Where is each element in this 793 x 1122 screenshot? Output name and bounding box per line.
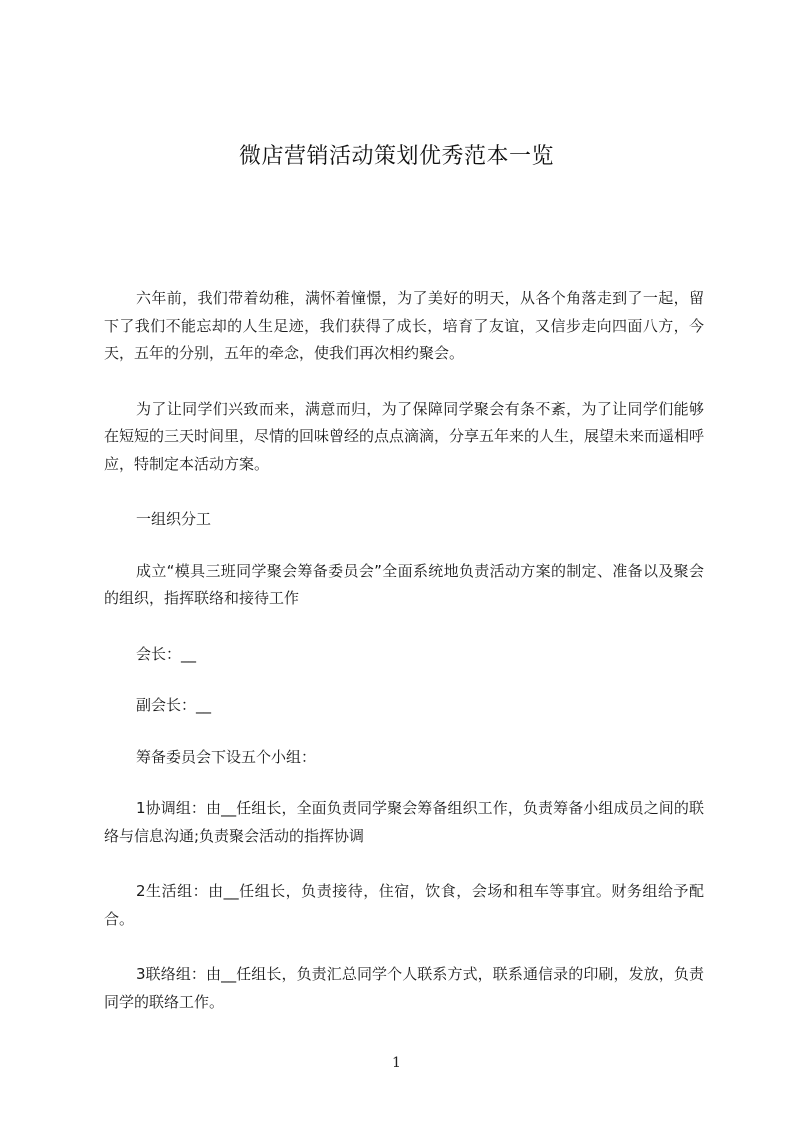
document-body xyxy=(104,285,704,1044)
paragraph-intro: 六年前，我们带着幼稚，满怀着憧憬，为了美好的明天，从各个角落走到了一起，留下了我们不能忘却的人生足迹，我们获得了成长，培育了友谊，又信步走向四面八方，今天，五年的分别，五年的牵念，使我们再次相约聚会。 xyxy=(104,289,704,362)
page-number: 1 xyxy=(392,1055,401,1071)
paragraph-coordination-group: 1协调组：由__任组长，全面负责同学聚会筹备组织工作，负责筹备小组成员之间的联络与信息沟通;负责聚会活动的指挥协调 xyxy=(104,799,704,845)
paragraph-president: 会长：__ xyxy=(136,644,197,663)
paragraph-purpose: 为了让同学们兴致而来，满意而归，为了保障同学聚会有条不紊，为了让同学们能够在短短的三天时间里，尽情的回味曾经的点点滴滴，分享五年来的人生，展望未来而遥相呼应，特制定本活动方案。 xyxy=(104,399,705,473)
paragraph-committee: 成立“模具三班同学聚会筹备委员会”全面系统地负责活动方案的制定、准备以及聚会的组织，指挥联络和接待工作 xyxy=(104,561,704,607)
paragraph-logistics-group: 2生活组：由__任组长，负责接待，住宿，饮食，会场和租车等事宜。财务组给予配合。 xyxy=(104,882,704,928)
paragraph-vice-president: 副会长：__ xyxy=(136,696,212,714)
paragraph-subgroups: 筹备委员会下设五个小组： xyxy=(136,747,317,766)
section-heading-organization: 一组织分工 xyxy=(136,510,212,528)
document-title: 微店营销活动策划优秀范本一览 xyxy=(238,144,554,169)
paragraph-liaison-group: 3联络组：由__任组长，负责汇总同学个人联系方式，联系通信录的印刷，发放，负责同学的联络工作。 xyxy=(104,965,704,1011)
